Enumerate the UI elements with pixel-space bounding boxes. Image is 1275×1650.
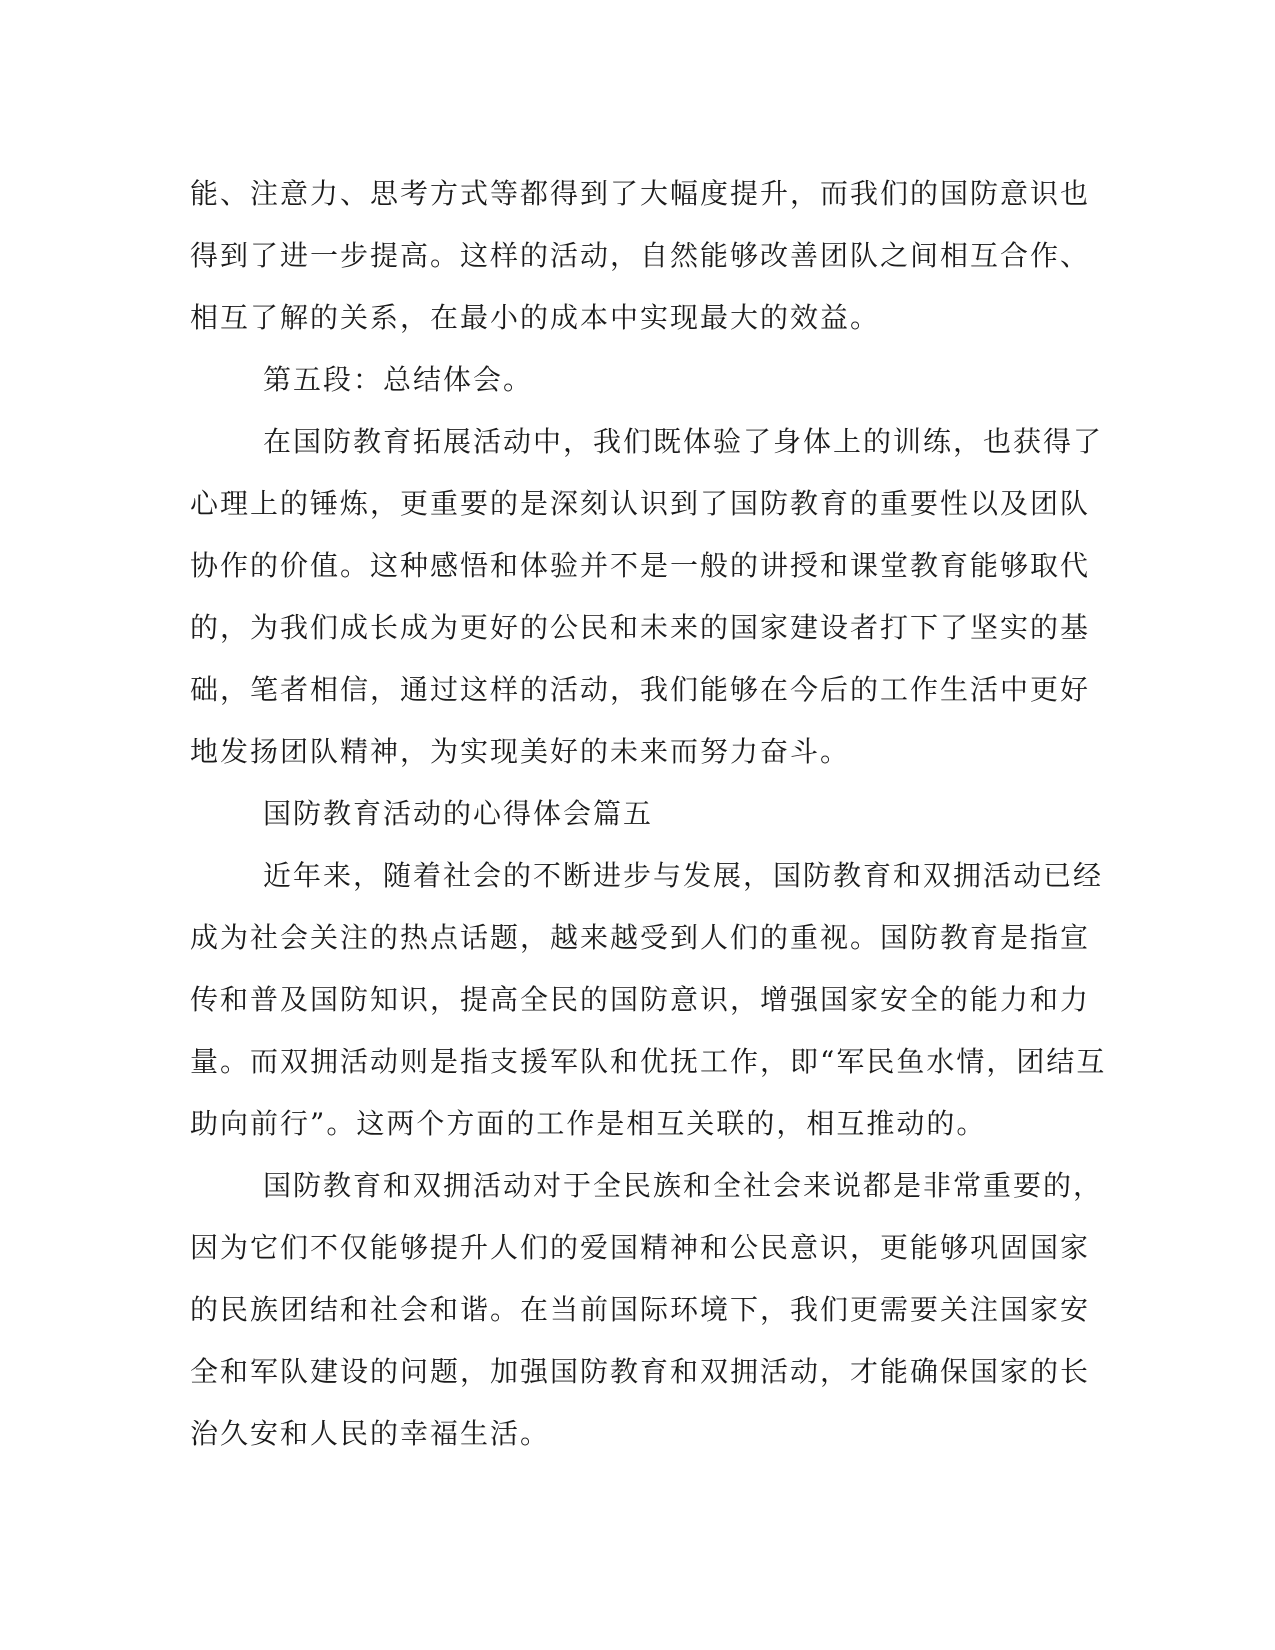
text-line: 的民族团结和社会和谐。在当前国际环境下，我们更需要关注国家安 [190, 1293, 1091, 1326]
text-line: 心理上的锤炼，更重要的是深刻认识到了国防教育的重要性以及团队 [190, 487, 1091, 520]
section-heading: 第五段：总结体会。 [263, 363, 534, 396]
text-line: 协作的价值。这种感悟和体验并不是一般的讲授和课堂教育能够取代 [190, 549, 1091, 582]
document-body [190, 163, 1107, 1465]
text-line: 的，为我们成长成为更好的公民和未来的国家建设者打下了坚实的基 [190, 611, 1091, 644]
text-line: 传和普及国防知识，提高全民的国防意识，增强国家安全的能力和力 [190, 983, 1091, 1016]
paragraph-start-line: 国防教育和双拥活动对于全民族和全社会来说都是非常重要的， [263, 1169, 1104, 1202]
text-line: 量。而双拥活动则是指支援军队和优抚工作，即“军民鱼水情，团结互 [190, 1045, 1107, 1078]
text-line: 成为社会关注的热点话题，越来越受到人们的重视。国防教育是指宣 [190, 921, 1091, 954]
text-line: 因为它们不仅能够提升人们的爱国精神和公民意识，更能够巩固国家 [190, 1231, 1091, 1264]
text-line: 相互了解的关系，在最小的成本中实现最大的效益。 [190, 301, 881, 334]
text-line: 能、注意力、思考方式等都得到了大幅度提升，而我们的国防意识也 [190, 177, 1091, 210]
text-line: 助向前行”。这两个方面的工作是相互关联的，相互推动的。 [190, 1107, 987, 1140]
text-line: 全和军队建设的问题，加强国防教育和双拥活动，才能确保国家的长 [190, 1355, 1091, 1388]
paragraph-start-line: 近年来，随着社会的不断进步与发展，国防教育和双拥活动已经 [263, 859, 1104, 892]
text-line: 地发扬团队精神，为实现美好的未来而努力奋斗。 [190, 735, 851, 768]
article-title: 国防教育活动的心得体会篇五 [263, 797, 654, 830]
paragraph-start-line: 在国防教育拓展活动中，我们既体验了身体上的训练，也获得了 [263, 425, 1104, 458]
text-line: 得到了进一步提高。这样的活动，自然能够改善团队之间相互合作、 [190, 239, 1091, 272]
text-line: 础，笔者相信，通过这样的活动，我们能够在今后的工作生活中更好 [190, 673, 1091, 706]
text-line: 治久安和人民的幸福生活。 [190, 1417, 551, 1450]
